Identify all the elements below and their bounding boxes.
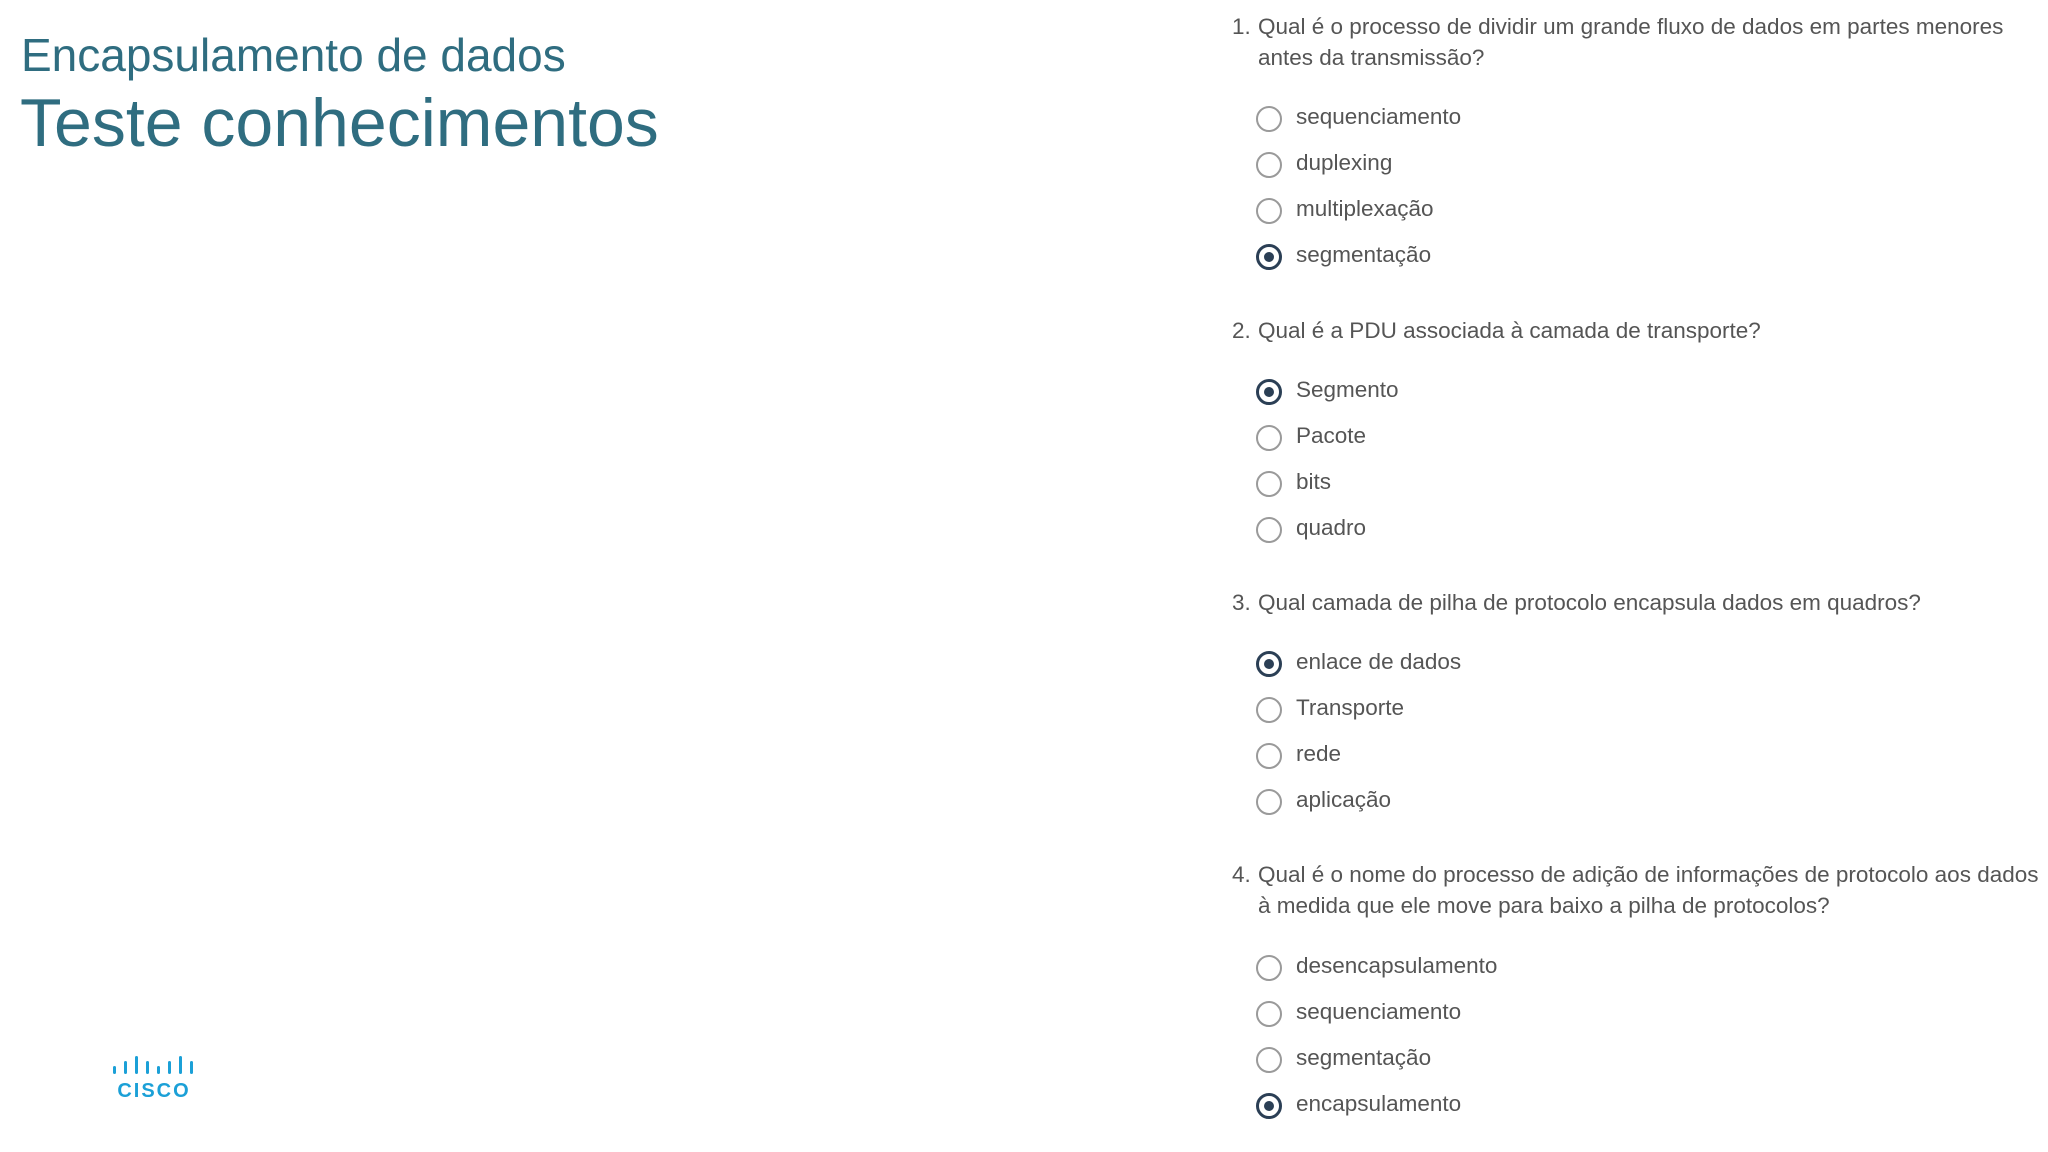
question-number: 4. — [1232, 862, 1251, 887]
radio-button[interactable] — [1256, 697, 1282, 723]
slide-subtitle: Encapsulamento de dados — [21, 29, 566, 81]
option-label: multiplexação — [1296, 196, 1434, 221]
radio-button[interactable] — [1256, 1047, 1282, 1073]
question-number: 3. — [1232, 590, 1251, 615]
option-label: aplicação — [1296, 787, 1392, 812]
question-number: 1. — [1232, 14, 1251, 39]
radio-button[interactable] — [1256, 1001, 1282, 1027]
question-text: Qual é o processo de dividir um grande fluxo de dados em partes menores antes da transmissão? — [1258, 14, 2004, 70]
slide-title: Teste conhecimentos — [20, 85, 659, 161]
option-label: segmentação — [1296, 1045, 1432, 1070]
option-label: Segmento — [1296, 377, 1399, 402]
radio-button[interactable] — [1256, 789, 1282, 815]
option-label: sequenciamento — [1296, 999, 1462, 1024]
cisco-wordmark: CISCO — [117, 1080, 191, 1102]
option-label: desencapsulamento — [1296, 953, 1498, 978]
cisco-bars-icon — [112, 1056, 196, 1080]
option-label: Transporte — [1296, 695, 1404, 720]
option-label: sequenciamento — [1296, 104, 1462, 129]
radio-button[interactable] — [1256, 425, 1282, 451]
cisco-logo — [112, 1056, 196, 1104]
radio-button[interactable] — [1256, 152, 1282, 178]
question-text: Qual é a PDU associada à camada de transporte? — [1258, 318, 1761, 343]
radio-button[interactable] — [1256, 244, 1282, 270]
radio-button[interactable] — [1256, 379, 1282, 405]
option-label: enlace de dados — [1296, 649, 1462, 674]
option-label: segmentação — [1296, 242, 1432, 267]
option-label: Pacote — [1296, 423, 1367, 448]
radio-button[interactable] — [1256, 517, 1282, 543]
option-label: quadro — [1296, 515, 1367, 540]
option-label: encapsulamento — [1296, 1091, 1462, 1116]
question-text: Qual é o nome do processo de adição de informações de protocolo aos dados à medida que ele move para baixo a pilha de protocolos? — [1258, 862, 2039, 918]
question-text: Qual camada de pilha de protocolo encapsula dados em quadros? — [1258, 590, 1921, 615]
question-number: 2. — [1232, 318, 1251, 343]
radio-button[interactable] — [1256, 1093, 1282, 1119]
radio-button[interactable] — [1256, 471, 1282, 497]
radio-button[interactable] — [1256, 198, 1282, 224]
radio-button[interactable] — [1256, 651, 1282, 677]
radio-button[interactable] — [1256, 955, 1282, 981]
option-label: duplexing — [1296, 150, 1393, 175]
radio-button[interactable] — [1256, 743, 1282, 769]
radio-button[interactable] — [1256, 106, 1282, 132]
option-label: bits — [1296, 469, 1332, 494]
option-label: rede — [1296, 741, 1342, 766]
